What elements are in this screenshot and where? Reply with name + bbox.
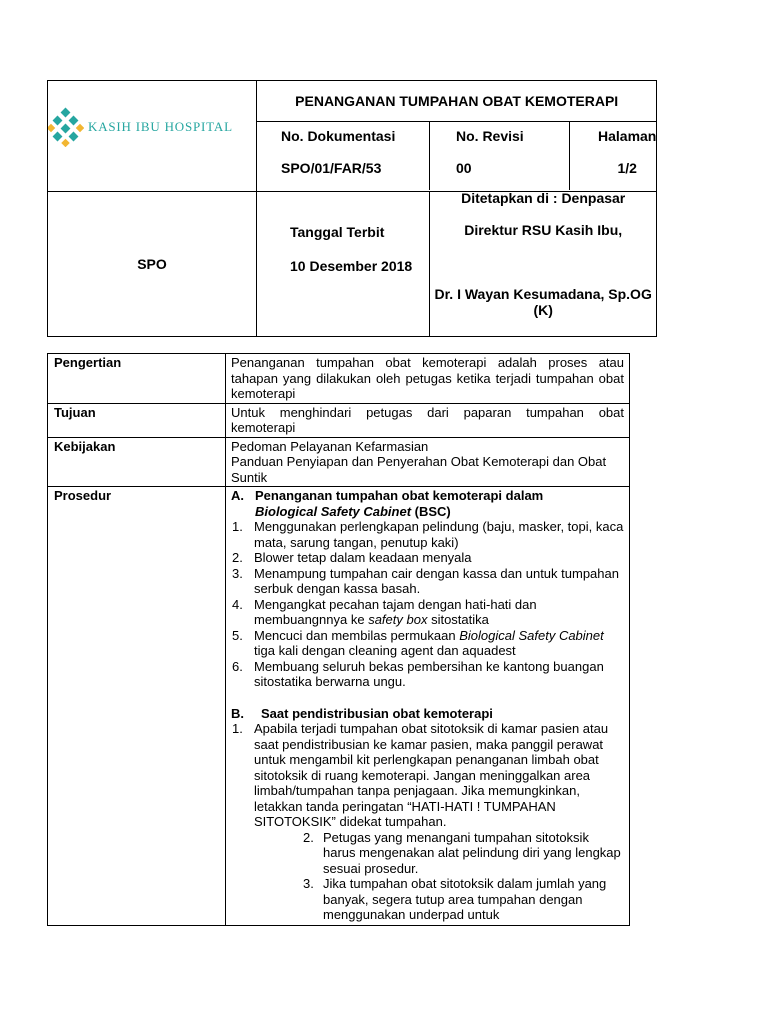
issue-date-block [257, 192, 430, 336]
page-label: Halaman [598, 128, 657, 145]
list-text: Jika tumpahan obat sitotoksik dalam jumlah yang banyak, segera tutup area tumpahan dengan menggunakan underpad untuk [323, 876, 607, 922]
list-number: 6. [232, 658, 243, 674]
kebijakan-line-2: Panduan Penyiapan dan Penyerahan Obat Kemoterapi dan Obat Suntik [231, 454, 607, 485]
pengertian-label: Pengertian [48, 354, 226, 404]
procedure-content-table [47, 353, 630, 926]
section-b-title: Saat pendistribusian obat kemoterapi [261, 705, 493, 721]
section-a-key: A. [231, 488, 244, 503]
list-number: 3. [303, 876, 314, 891]
list-item [231, 597, 624, 628]
kebijakan-label: Kebijakan [48, 437, 226, 487]
list-text: Menggunakan perlengkapan pelindung (baju, masker, topi, kaca mata, sarung tangan, penutup kaki) [254, 519, 624, 550]
section-b-key: B. [231, 705, 244, 721]
section-b [231, 706, 624, 925]
revision-value: 00 [456, 160, 472, 177]
list-text: Membuang seluruh bekas pembersihan ke kantong buangan sitostatika berwarna ungu. [254, 658, 604, 689]
established-at: Ditetapkan di : Denpasar [461, 190, 626, 206]
document-meta-cell [257, 122, 657, 192]
list-text: sitostatika [427, 612, 489, 627]
kebijakan-cell [226, 437, 630, 487]
list-number: 3. [232, 565, 243, 581]
list-text: Petugas yang menangani tumpahan sitotoksik harus mengenakan alat pelindung diri yang lengkap sesuai prosedur. [323, 829, 621, 876]
list-number: 4. [232, 596, 243, 612]
issue-date-value: 10 Desember 2018 [290, 258, 413, 274]
list-text: Blower tetap dalam keadaan menyala [254, 550, 472, 565]
section-a-title [255, 488, 543, 519]
section-a-title-2-italic: Biological Safety Cabinet [255, 503, 412, 519]
revision-label: No. Revisi [456, 128, 524, 145]
section-a-heading [231, 488, 624, 519]
page-value: 1/2 [617, 160, 637, 177]
list-number: 1. [232, 721, 243, 736]
prosedur-cell [226, 487, 630, 926]
section-b-heading [231, 706, 624, 722]
list-text-italic: Biological Safety Cabinet [459, 627, 604, 643]
approval-cell [257, 192, 657, 337]
hospital-logo-icon [48, 107, 84, 147]
kebijakan-line-1: Pedoman Pelayanan Kefarmasian [231, 438, 429, 454]
issue-date-label: Tanggal Terbit [290, 224, 385, 240]
section-a-list [231, 519, 624, 690]
list-item [231, 830, 624, 877]
list-number: 2. [232, 550, 243, 565]
doc-number-value: SPO/01/FAR/53 [281, 160, 382, 177]
list-item [231, 876, 624, 923]
list-item [231, 721, 624, 830]
list-number: 5. [232, 627, 243, 643]
approval-block [430, 192, 656, 336]
list-number: 2. [303, 829, 314, 845]
pengertian-text: Penanganan tumpahan obat kemoterapi adalah proses atau tahapan yang dilakukan oleh petugas ketika terjadi tumpahan obat kemoterapi [226, 354, 630, 404]
list-item [231, 628, 624, 659]
director-name: Dr. I Wayan Kesumadana, Sp.OG (K) [434, 286, 652, 318]
spo-label: SPO [48, 192, 257, 337]
hospital-logo [48, 107, 233, 147]
section-a-title-1: Penanganan tumpahan obat kemoterapi dalam [255, 488, 544, 503]
document-header-table [47, 80, 657, 337]
list-item [231, 519, 624, 550]
doc-number-label: No. Dokumentasi [281, 128, 396, 145]
hospital-name: KASIH IBU HOSPITAL [88, 119, 233, 134]
page-block [570, 122, 656, 190]
prosedur-label: Prosedur [48, 487, 226, 926]
section-a [231, 488, 624, 690]
director-title: Direktur RSU Kasih Ibu, [464, 222, 623, 238]
list-item [231, 659, 624, 690]
doc-number-block [257, 122, 430, 190]
section-b-body [231, 721, 624, 924]
list-item [231, 566, 624, 597]
revision-block [430, 122, 570, 190]
list-text: Mengangkat pecahan tajam dengan hati-hati dan membuangnnya ke [254, 596, 537, 627]
section-a-title-2-rest: (BSC) [411, 503, 451, 519]
section-b-list [231, 721, 624, 923]
tujuan-label: Tujuan [48, 403, 226, 437]
logo-cell [48, 81, 257, 192]
list-item [231, 550, 624, 566]
list-text: Menampung tumpahan cair dengan kassa dan untuk tumpahan serbuk dengan kassa basah. [254, 565, 619, 596]
list-text-italic: safety box [368, 612, 428, 627]
list-text: Apabila terjadi tumpahan obat sitotoksik di kamar pasien atau saat pendistribusian ke kamar pasien, maka panggil perawat untuk mengambil kit perlengkapan penanganan limbah obat sitotoksik di ruang kemoterapi. Jangan meninggalkan area limbah/tumpahan tanpa penjagaan. Jika memungkinkan, letakkan tanda peringatan “HATI-HATI ! TUMPAHAN SITOTOKSIK” didekat tumpahan. [254, 721, 609, 829]
list-text: tiga kali dengan cleaning agent dan aquadest [254, 643, 516, 658]
document-title: PENANGANAN TUMPAHAN OBAT KEMOTERAPI [257, 81, 657, 122]
list-number: 1. [232, 519, 243, 534]
tujuan-text: Untuk menghindari petugas dari paparan tumpahan obat kemoterapi [226, 403, 630, 437]
list-text: Mencuci dan membilas permukaan [254, 627, 460, 643]
